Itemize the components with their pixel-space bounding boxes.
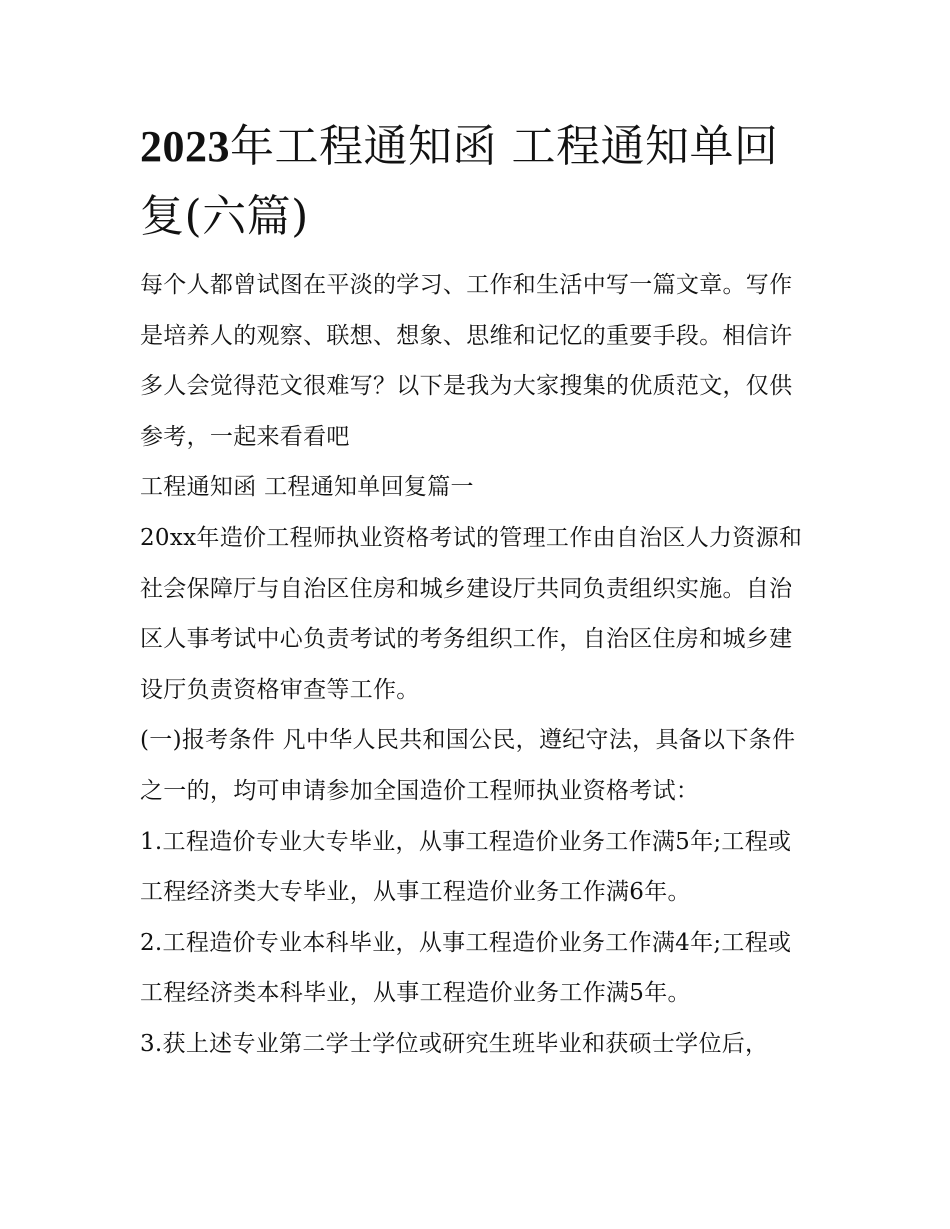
- list-item: 1.工程造价专业大专毕业，从事工程造价业务工作满5年;工程或工程经济类大专毕业，从事工程造价业务工作满6年。: [140, 828, 792, 906]
- body-paragraph: 20xx年造价工程师执业资格考试的管理工作由自治区人力资源和社会保障厅与自治区住房和城乡建设厅共同负责组织实施。自治区人事考试中心负责考试的考务组织工作，自治区住房和城乡建设厅负责资格审查等工作。: [140, 524, 803, 703]
- title-year: 2023: [140, 122, 230, 171]
- list-item: 2.工程造价专业本科毕业，从事工程造价业务工作满4年;工程或工程经济类本科毕业，从事工程造价业务工作满5年。: [140, 929, 792, 1007]
- document-content: [140, 112, 812, 1070]
- title-text: 年工程通知函 工程通知单回复(六篇): [140, 121, 779, 242]
- body-paragraph: (一)报考条件 凡中华人民共和国公民，遵纪守法，具备以下条件之一的，均可申请参加全国造价工程师执业资格考试：: [140, 727, 796, 804]
- intro-paragraph: 每个人都曾试图在平淡的学习、工作和生活中写一篇文章。写作是培养人的观察、联想、想象、思维和记忆的重要手段。相信许多人会觉得范文很难写？以下是我为大家搜集的优质范文，仅供参考，一起来看看吧: [140, 272, 793, 450]
- list-item: 3.获上述专业第二学士学位或研究生班毕业和获硕士学位后，: [140, 1030, 769, 1057]
- section-heading: 工程通知函 工程通知单回复篇一: [140, 474, 474, 501]
- document-title: [140, 112, 812, 252]
- document-body: [140, 260, 812, 1070]
